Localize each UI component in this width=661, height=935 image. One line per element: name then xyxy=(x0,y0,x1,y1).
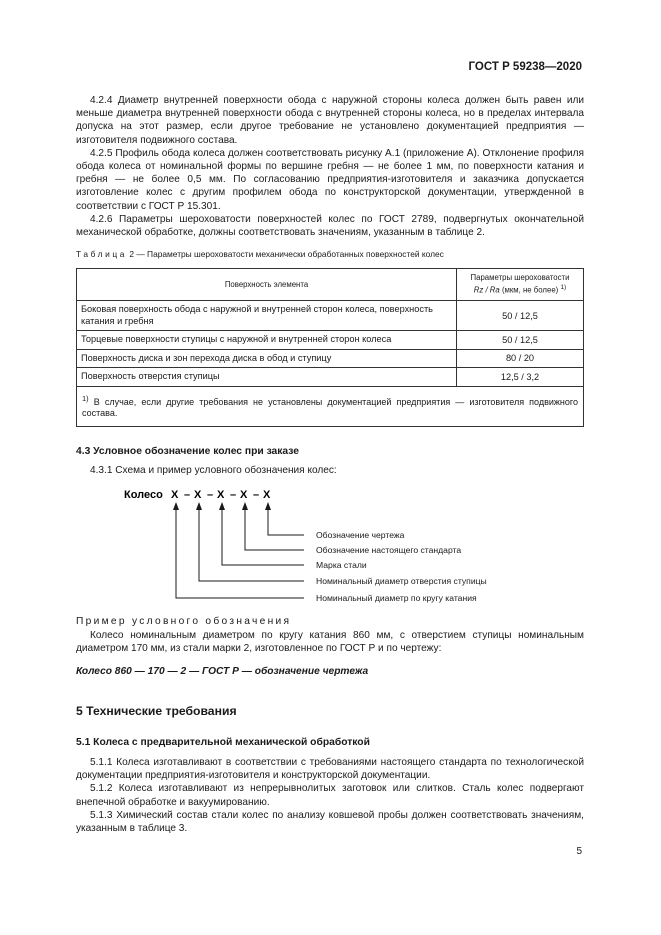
example-designation: Колесо 860 — 170 — 2 — ГОСТ Р — обозначение чертежа xyxy=(76,666,369,677)
scheme-label-drawing: Обозначение чертежа xyxy=(316,530,405,540)
footnote-text: В случае, если другие требования не установлены документацией предприятия — изготовителя подвижного состава. xyxy=(82,396,578,418)
arrowhead xyxy=(265,502,271,510)
scheme-token: Х xyxy=(171,489,179,501)
scheme-label-tread-diameter: Номинальный диаметр по кругу катания xyxy=(316,593,477,603)
scheme-token: Х xyxy=(194,489,202,501)
scheme-label-hub-bore: Номинальный диаметр отверстия ступицы xyxy=(316,576,487,586)
scheme-label-standard: Обозначение настоящего стандарта xyxy=(316,545,462,555)
table-cell-surface: Боковая поверхность обода с наружной и внутренней сторон колеса, поверхность катания и гребня xyxy=(77,301,457,331)
table-cell-value: 80 / 20 xyxy=(457,349,584,368)
scheme-prefix: Колесо xyxy=(124,489,163,501)
leader-line xyxy=(199,503,304,581)
section-4-3-intro: 4.3.1 Схема и пример условного обозначения колес: xyxy=(90,465,337,476)
scheme-labels xyxy=(316,530,487,603)
arrowhead xyxy=(173,502,179,510)
table-caption-label: Таблица xyxy=(76,249,128,259)
scheme-dash: – xyxy=(207,489,214,501)
scheme-arrowheads xyxy=(173,502,271,510)
page-number: 5 xyxy=(576,846,582,857)
scheme-label-steel-grade: Марка стали xyxy=(316,560,367,570)
scheme-dash: – xyxy=(253,489,260,501)
header-surface: Поверхность элемента xyxy=(77,269,457,301)
table-cell-value: 50 / 12,5 xyxy=(457,301,584,331)
arrowhead xyxy=(219,502,225,510)
leader-line xyxy=(222,503,304,565)
paragraph-4-2-4: 4.2.4 Диаметр внутренней поверхности обода с наружной стороны колеса должен быть равен или меньше диаметра внутренней поверхности обода с внутренней стороны колеса, но в пределах интервала допуска на этот размер, если другое требование не установлено документацией предприятия — изготовителя подвижного состава. xyxy=(76,95,584,146)
arrowhead xyxy=(242,502,248,510)
footnote-mark: 1) xyxy=(82,393,89,403)
leader-line xyxy=(268,503,304,535)
table-caption-text: 2 — Параметры шероховатости механически обработанных поверхностей колес xyxy=(129,249,444,259)
scheme-token: Х xyxy=(240,489,248,501)
section-4-3-heading: 4.3 Условное обозначение колес при заказе xyxy=(76,446,299,457)
scheme-dash: – xyxy=(230,489,237,501)
section-5-paragraphs xyxy=(76,756,584,835)
header-params-units: (мкм, не более) xyxy=(501,285,559,295)
header-params-symbols: Rz / Ra xyxy=(473,285,500,295)
scheme-token: Х xyxy=(217,489,225,501)
example-text: Колесо номинальным диаметром по кругу катания 860 мм, с отверстием ступицы номинальным диаметром 170 мм, из стали марки 2, изготовленное по ГОСТ Р и по чертежу: xyxy=(76,630,584,655)
document-standard-header: ГОСТ Р 59238—2020 xyxy=(468,61,582,73)
example-heading: Пример условного обозначения xyxy=(76,616,292,627)
paragraph-4-2-5: 4.2.5 Профиль обода колеса должен соответствовать рисунку А.1 (приложение А). Отклонение профиля обода колеса от номинальной формы по вершине гребня — не более 1 мм, по поверхности катания и гребня — не более 0,5 мм. По согласованию предприятия-изготовителя и заказчика допускается изготовление колес с другим профилем обода по конструкторской документации, утвержденной в соответствии с ГОСТ Р 15.301. xyxy=(76,147,584,212)
section-5-heading: 5 Технические требования xyxy=(76,704,237,718)
scheme-dash: – xyxy=(184,489,191,501)
table-cell-value: 12,5 / 3,2 xyxy=(457,368,584,387)
header-params-footnote-mark: 1) xyxy=(560,284,567,292)
table-cell-surface: Поверхность отверстия ступицы xyxy=(77,368,457,387)
paragraph-5-1-1: 5.1.1 Колеса изготавливают в соответствии с требованиями настоящего стандарта по технологической документации предприятия-изготовителя и конструкторской документации. xyxy=(76,757,584,782)
leader-line xyxy=(245,503,304,550)
example-text-wrap xyxy=(76,629,584,655)
paragraph-4-2-6: 4.2.6 Параметры шероховатости поверхностей колес по ГОСТ 2789, подвергнутых окончательной механической обработке, должны соответствовать значениям, указанным в таблице 2. xyxy=(76,213,584,239)
table-cell-surface: Поверхность диска и зон перехода диска в обод и ступицу xyxy=(77,349,457,368)
scheme-token: Х xyxy=(263,489,271,501)
section-5-1-heading: 5.1 Колеса с предварительной механической обработкой xyxy=(76,737,370,748)
paragraph-5-1-2: 5.1.2 Колеса изготавливают из непрерывнолитых заготовок или слитков. Сталь колес подвергают внепечной обработке и вакуумированию. xyxy=(76,783,584,808)
scheme-leader-lines xyxy=(176,503,304,598)
table-cell-surface: Торцевые поверхности ступицы с наружной и внутренней сторон колеса xyxy=(77,331,457,350)
arrowhead xyxy=(196,502,202,510)
paragraph-5-1-3: 5.1.3 Химический состав стали колес по анализу ковшевой пробы должен соответствовать значениям, указанным в таблице 3. xyxy=(76,809,584,835)
table-cell-value: 50 / 12,5 xyxy=(457,331,584,350)
header-params-line1: Параметры шероховатости xyxy=(470,273,570,283)
